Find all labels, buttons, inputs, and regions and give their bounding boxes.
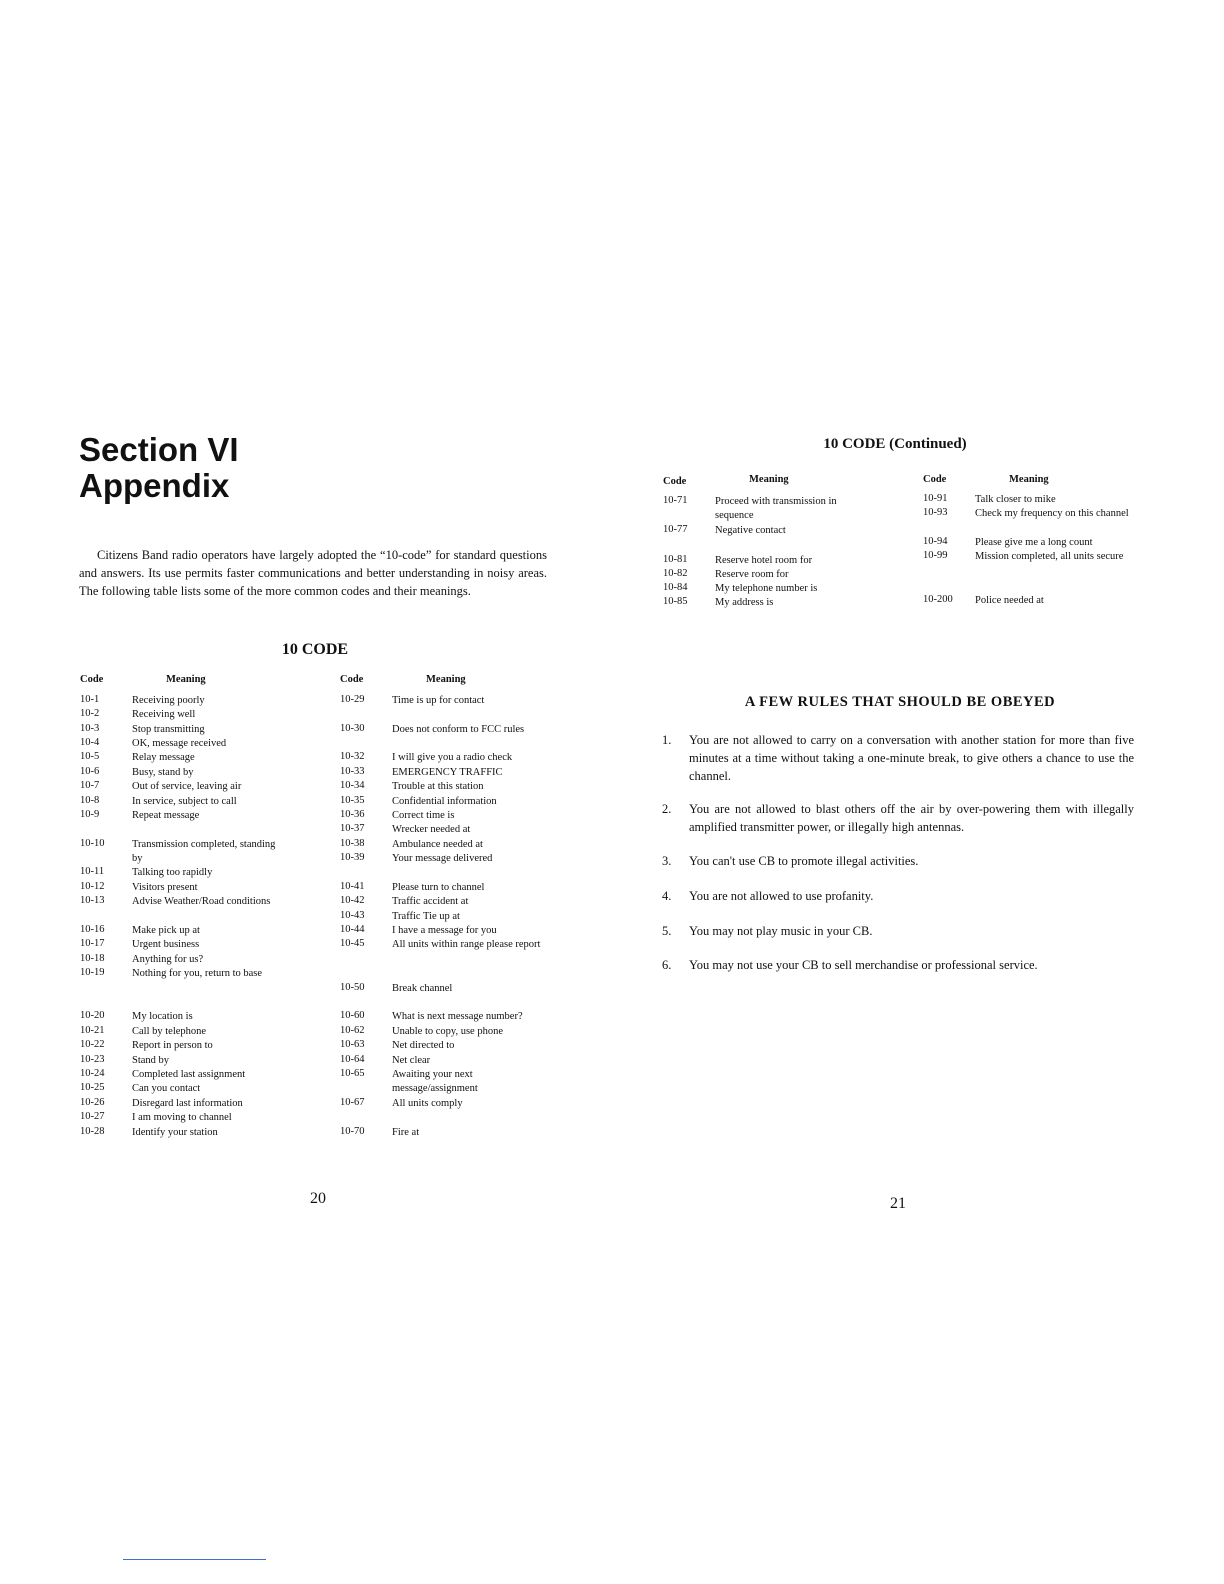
code-meaning: EMERGENCY TRAFFIC (392, 767, 503, 778)
rule-text: You can't use CB to promote illegal activities. (689, 854, 919, 868)
code-meaning: Talking too rapidly (132, 867, 213, 878)
code-meaning: Traffic Tie up at (392, 911, 460, 922)
code-value: 10-22 (80, 1039, 105, 1050)
code-meaning: In service, subject to call (132, 796, 237, 807)
code-value: 10-94 (923, 536, 948, 547)
rule-number: 3. (662, 854, 672, 868)
code-meaning: All units comply (392, 1098, 463, 1109)
tencode-heading: 10 CODE (281, 641, 349, 658)
code-value: 10-65 (340, 1068, 365, 1079)
code-value: 10-18 (80, 953, 105, 964)
code-value: 10-27 (80, 1111, 105, 1122)
code-meaning: Busy, stand by (132, 767, 194, 778)
rule-text: You may not use your CB to sell merchandise or professional service. (689, 958, 1038, 972)
code-value: 10-37 (340, 823, 365, 834)
code-value: 10-30 (340, 723, 365, 734)
code-meaning: Advise Weather/Road conditions (132, 896, 271, 907)
code-value: 10-42 (340, 895, 365, 906)
code-meaning: Anything for us? (132, 954, 204, 965)
code-meaning: Report in person to (132, 1040, 213, 1051)
code-header: Code (923, 474, 947, 485)
code-meaning: Awaiting your next message/assignment (392, 1069, 478, 1094)
tencode-continued-heading: 10 CODE (Continued) (823, 436, 967, 452)
code-meaning: Identify your station (132, 1127, 218, 1138)
code-meaning: All units within range please report (392, 939, 541, 950)
code-value: 10-81 (663, 554, 688, 565)
code-value: 10-62 (340, 1025, 365, 1036)
code-meaning: Fire at (392, 1127, 420, 1138)
code-value: 10-24 (80, 1068, 105, 1079)
rule-number: 4. (662, 889, 672, 903)
code-header: Code (80, 674, 104, 685)
code-value: 10-12 (80, 881, 105, 892)
rule-number: 2. (662, 802, 672, 816)
code-meaning: Break channel (392, 983, 453, 994)
section-title-line1: Section VI (79, 431, 239, 468)
code-value: 10-77 (663, 524, 688, 535)
rule-text: You may not play music in your CB. (689, 924, 873, 938)
code-value: 10-25 (80, 1082, 105, 1093)
code-value: 10-11 (80, 866, 105, 877)
code-value: 10-60 (340, 1010, 365, 1021)
code-value: 10-2 (80, 708, 100, 719)
code-value: 10-1 (80, 694, 100, 705)
code-value: 10-41 (340, 881, 365, 892)
code-meaning: Unable to copy, use phone (392, 1026, 503, 1037)
code-meaning: My address is (715, 597, 774, 608)
section-title-line2: Appendix (79, 467, 230, 504)
code-value: 10-20 (80, 1010, 105, 1021)
code-meaning: Urgent business (132, 939, 200, 950)
link-underline (123, 1559, 266, 1560)
code-meaning: Reserve hotel room for (715, 555, 813, 566)
meaning-header: Meaning (749, 474, 789, 485)
code-meaning: Police needed at (975, 595, 1044, 606)
code-meaning: Stand by (132, 1055, 170, 1066)
code-value: 10-64 (340, 1054, 365, 1065)
code-value: 10-6 (80, 766, 100, 777)
code-value: 10-16 (80, 924, 105, 935)
code-meaning: Receiving well (132, 709, 196, 720)
code-value: 10-8 (80, 795, 100, 806)
section-title (79, 432, 239, 504)
code-value: 10-71 (663, 495, 688, 506)
code-meaning: Can you contact (132, 1083, 201, 1094)
code-meaning: Your message delivered (392, 853, 493, 864)
code-value: 10-45 (340, 938, 365, 949)
code-value: 10-200 (923, 594, 953, 605)
code-meaning: My location is (132, 1011, 193, 1022)
code-meaning: Confidential information (392, 796, 497, 807)
code-meaning: Receiving poorly (132, 695, 205, 706)
code-meaning: Completed last assignment (132, 1069, 246, 1080)
code-meaning: Out of service, leaving air (132, 781, 242, 792)
code-value: 10-4 (80, 737, 100, 748)
rule-text: You are not allowed to carry on a conversation with another station for more than five minutes at a time without taking a one-minute break, to give others a chance to use the channel. (689, 733, 1134, 783)
code-meaning: Please turn to channel (392, 882, 485, 893)
code-value: 10-5 (80, 751, 100, 762)
rules-heading: A FEW RULES THAT SHOULD BE OBEYED (744, 694, 1056, 710)
meaning-header: Meaning (426, 674, 466, 685)
code-value: 10-33 (340, 766, 365, 777)
code-meaning: Stop transmitting (132, 724, 205, 735)
code-value: 10-32 (340, 751, 365, 762)
code-meaning: Relay message (132, 752, 195, 763)
code-value: 10-50 (340, 982, 365, 993)
code-value: 10-23 (80, 1054, 105, 1065)
rule-number: 1. (662, 733, 672, 747)
intro-paragraph: Citizens Band radio operators have largely adopted the “10-code” for standard questions and answers. Its use permits faster communications and better understanding in noisy areas. The following table lists some of the more common codes and their meanings. (79, 548, 547, 598)
code-value: 10-9 (80, 809, 100, 820)
code-meaning: Ambulance needed at (392, 839, 483, 850)
code-meaning: Make pick up at (132, 925, 200, 936)
code-value: 10-38 (340, 838, 365, 849)
code-meaning: Check my frequency on this channel (975, 508, 1129, 519)
code-value: 10-13 (80, 895, 105, 906)
code-header: Code (340, 674, 364, 685)
code-meaning: Time is up for contact (392, 695, 485, 706)
code-value: 10-3 (80, 723, 100, 734)
code-meaning: Proceed with transmission in sequence (715, 496, 837, 521)
code-value: 10-10 (80, 838, 105, 849)
code-value: 10-91 (923, 493, 948, 504)
code-value: 10-26 (80, 1097, 105, 1108)
code-meaning: Trouble at this station (392, 781, 484, 792)
code-meaning: Traffic accident at (392, 896, 469, 907)
code-meaning: Repeat message (132, 810, 200, 821)
code-meaning: Talk closer to mike (975, 494, 1056, 505)
code-value: 10-39 (340, 852, 365, 863)
code-value: 10-84 (663, 582, 688, 593)
code-value: 10-70 (340, 1126, 365, 1137)
page-number-left: 20 (310, 1190, 326, 1207)
code-meaning: My telephone number is (715, 583, 818, 594)
code-meaning: Negative contact (715, 525, 786, 536)
rule-number: 6. (662, 958, 672, 972)
code-meaning: Correct time is (392, 810, 455, 821)
code-value: 10-93 (923, 507, 948, 518)
code-meaning: I have a message for you (392, 925, 497, 936)
code-value: 10-7 (80, 780, 100, 791)
code-meaning: I am moving to channel (132, 1112, 232, 1123)
code-meaning: Net directed to (392, 1040, 455, 1051)
code-value: 10-99 (923, 550, 948, 561)
code-meaning: Please give me a long count (975, 537, 1093, 548)
code-meaning: Visitors present (132, 882, 198, 893)
rule-text: You are not allowed to use profanity. (689, 889, 874, 903)
code-meaning: Mission completed, all units secure (975, 551, 1124, 562)
code-header: Code (663, 476, 687, 487)
code-meaning: Transmission completed, standing by (132, 839, 276, 864)
code-value: 10-36 (340, 809, 365, 820)
code-value: 10-85 (663, 596, 688, 607)
code-meaning: Disregard last information (132, 1098, 243, 1109)
code-meaning: Wrecker needed at (392, 824, 471, 835)
meaning-header: Meaning (1009, 474, 1049, 485)
code-value: 10-43 (340, 910, 365, 921)
code-value: 10-34 (340, 780, 365, 791)
code-value: 10-21 (80, 1025, 105, 1036)
rule-text: You are not allowed to blast others off the air by over-powering them with illegally amplified transmitter power, or illegally high antennas. (689, 802, 1134, 834)
code-meaning: Reserve room for (715, 569, 789, 580)
code-value: 10-28 (80, 1126, 105, 1137)
code-value: 10-35 (340, 795, 365, 806)
code-value: 10-17 (80, 938, 105, 949)
code-value: 10-67 (340, 1097, 365, 1108)
code-meaning: Does not conform to FCC rules (392, 724, 525, 735)
page-number-right: 21 (890, 1195, 906, 1212)
rule-number: 5. (662, 924, 672, 938)
code-meaning: I will give you a radio check (392, 752, 513, 763)
meaning-header: Meaning (166, 674, 206, 685)
code-meaning: What is next message number? (392, 1011, 523, 1022)
code-value: 10-63 (340, 1039, 365, 1050)
code-meaning: OK, message received (132, 738, 227, 749)
code-meaning: Nothing for you, return to base (132, 968, 263, 979)
code-value: 10-44 (340, 924, 365, 935)
code-value: 10-82 (663, 568, 688, 579)
code-value: 10-29 (340, 694, 365, 705)
code-value: 10-19 (80, 967, 105, 978)
code-meaning: Call by telephone (132, 1026, 207, 1037)
code-meaning: Net clear (392, 1055, 431, 1066)
